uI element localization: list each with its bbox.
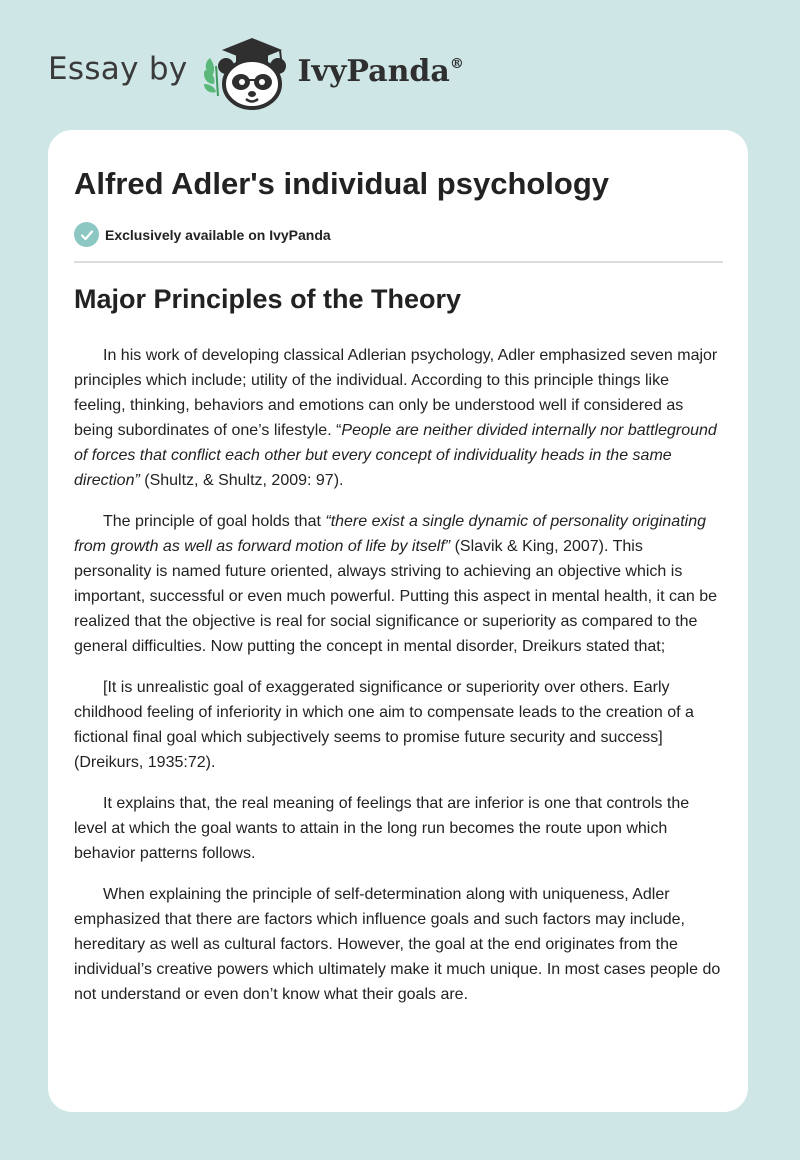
essay-by-label: Essay by — [48, 51, 188, 87]
section-heading: Major Principles of the Theory — [74, 284, 462, 314]
paragraph: The principle of goal holds that “there exist a single dynamic of personality originating from growth as well as forward motion of life by itself” (Slavik & King, 2007). This personality is named future oriented, always striving to achieving an objective which is important, successful or even much powerful. Putting this aspect in mental health, it can be realized that the objective is real for social significance or superiority as compared to the general difficulties. Now putting the concept in mental disorder, Dreikurs stated that; — [74, 513, 717, 655]
paragraph: It explains that, the real meaning of feelings that are inferior is one that controls the level at which the goal wants to attain in the long run becomes the route upon which behavior patterns follows. — [74, 795, 690, 862]
brand-name[interactable]: IvyPanda® — [297, 53, 464, 89]
paragraph: When explaining the principle of self-determination along with uniqueness, Adler emphasized that there are factors which influence goals and such factors may include, hereditary as well as cultural factors. However, the goal at the end originates from the individual’s creative powers which ultimately make it much unique. In most cases people do not understand or even don’t know what their goals are. — [74, 886, 721, 1003]
block-quote-paragraph: [It is unrealistic goal of exaggerated significance or superiority over others. Early childhood feeling of inferiority in which one aim to compensate leads to the creation of a fictional final goal which subjectively seems to promise future security and success] (Dreikurs, 1935:72). — [74, 679, 694, 771]
leaf-icon — [204, 58, 218, 96]
paragraph: In his work of developing classical Adlerian psychology, Adler emphasized seven major principles which include; utility of the individual. According to this principle things like feeling, thinking, behaviors and emotions can only be understood well if considered as being subordinates of one’s lifestyle. “People are neither divided internally nor battleground of forces that conflict each other but every concept of individuality heads in the same direction” (Shultz, & Shultz, 2009: 97). — [74, 347, 718, 489]
site-header — [48, 32, 464, 112]
page-title: Alfred Adler's individual psychology — [74, 166, 610, 201]
badge-label: Exclusively available on IvyPanda — [105, 226, 331, 243]
panda-logo-icon[interactable] — [202, 32, 294, 112]
check-icon — [74, 222, 99, 247]
essay-card — [48, 130, 748, 1112]
divider — [74, 261, 723, 263]
essay-body — [74, 343, 724, 1023]
exclusive-badge — [74, 222, 331, 247]
